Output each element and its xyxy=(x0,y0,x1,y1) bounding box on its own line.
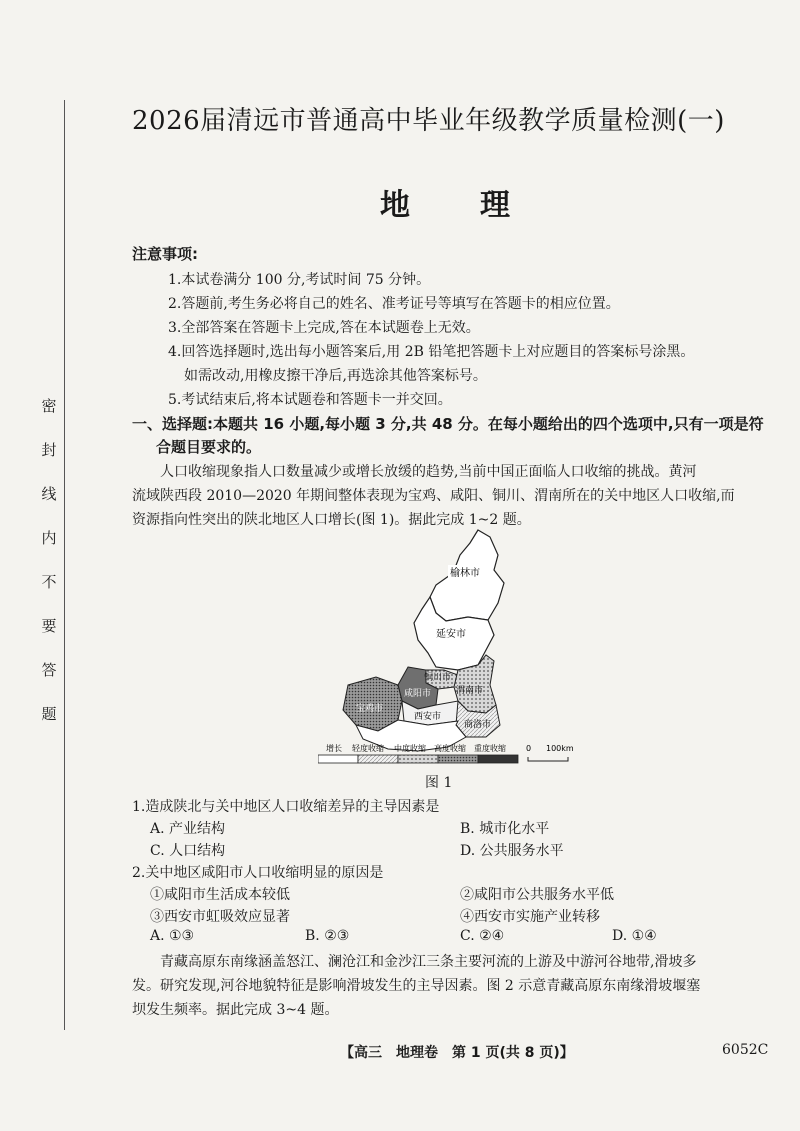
exam-title: 2026届清远市普通高中毕业年级教学质量检测(一) xyxy=(132,106,725,136)
q2-statement: ③西安市虹吸效应显著 xyxy=(150,909,290,925)
city-label-shangluo: 商洛市 xyxy=(464,720,492,730)
exam-code: 6052C xyxy=(722,1042,769,1058)
figure-1-map xyxy=(318,525,578,795)
margin-char: 内 xyxy=(41,529,57,547)
q2-statement: ①咸阳市生活成本较低 xyxy=(150,887,290,903)
q1-option-d: D. 公共服务水平 xyxy=(460,843,564,859)
legend-swatch-severe xyxy=(478,755,518,763)
q1-option-a: A. 产业结构 xyxy=(150,821,226,837)
margin-char: 要 xyxy=(41,617,57,635)
legend-label: 增长 xyxy=(326,744,342,753)
notice-item: 1.本试卷满分 100 分,考试时间 75 分钟。 xyxy=(168,272,431,288)
legend-swatch-light xyxy=(358,755,398,763)
notice-item: 4.回答选择题时,选出每小题答案后,用 2B 铅笔把答题卡上对应题目的答案标号涂黑。 xyxy=(168,344,695,360)
shaanxi-map-svg xyxy=(318,525,578,795)
notice-item: 2.答题前,考生务必将自己的姓名、准考证号等填写在答题卡的相应位置。 xyxy=(168,296,620,312)
legend-label: 重度收缩 xyxy=(474,744,506,753)
figure-caption: 图 1 xyxy=(425,775,453,791)
q2-statement: ④西安市实施产业转移 xyxy=(460,909,600,925)
q2-option-a: A. ①③ xyxy=(150,928,195,944)
question-2-stem: 2.关中地区咸阳市人口收缩明显的原因是 xyxy=(132,865,384,881)
q2-option-d: D. ①④ xyxy=(612,928,657,944)
q2-option-c: C. ②④ xyxy=(460,928,505,944)
passage-line: 流域陕西段 2010—2020 年期间整体表现为宝鸡、咸阳、铜川、渭南所在的关中地区人口收缩,而 xyxy=(132,488,735,504)
q2-option-b: B. ②③ xyxy=(305,928,350,944)
city-label-yanan: 延安市 xyxy=(436,629,466,640)
city-label-xianyang: 咸阳市 xyxy=(404,689,432,699)
q2-statement: ②咸阳市公共服务水平低 xyxy=(460,887,614,903)
legend-swatch-moderate xyxy=(398,755,438,763)
notice-item: 5.考试结束后,将本试题卷和答题卡一并交回。 xyxy=(168,392,452,408)
city-label-yulin: 榆林市 xyxy=(450,568,480,579)
passage-line: 人口收缩现象指人口数量减少或增长放缓的趋势,当前中国正面临人口收缩的挑战。黄河 xyxy=(160,464,697,480)
legend-label: 轻度收缩 xyxy=(352,744,384,753)
notice-list xyxy=(168,268,778,412)
map-legend xyxy=(318,743,518,763)
margin-char: 不 xyxy=(41,573,57,591)
binding-margin-text xyxy=(38,395,60,724)
scale-zero: 0 xyxy=(526,744,532,753)
margin-char: 题 xyxy=(41,705,57,723)
legend-label: 中度收缩 xyxy=(394,744,426,753)
margin-char: 答 xyxy=(41,661,57,679)
notice-item: 3.全部答案在答题卡上完成,答在本试题卷上无效。 xyxy=(168,320,480,336)
section-line: 一、选择题:本题共 16 小题,每小题 3 分,共 48 分。在每小题给出的四个选项中,只有一项是符 xyxy=(132,415,764,433)
notice-heading: 注意事项: xyxy=(132,245,198,263)
passage-line: 坝发生频率。据此完成 3~4 题。 xyxy=(132,1002,339,1018)
passage-line: 青藏高原东南缘涵盖怒江、澜沧江和金沙江三条主要河流的上游及中游河谷地带,滑坡多 xyxy=(160,954,697,970)
legend-swatch-growth xyxy=(318,755,358,763)
notice-item: 如需改动,用橡皮擦干净后,再选涂其他答案标号。 xyxy=(184,368,487,384)
q1-option-b: B. 城市化水平 xyxy=(460,821,550,837)
passage-line: 发。研究发现,河谷地貌特征是影响滑坡发生的主导因素。图 2 示意青藏高原东南缘滑坡堰塞 xyxy=(132,978,701,994)
city-label-tongchuan: 铜川市 xyxy=(424,673,452,683)
q1-option-c: C. 人口结构 xyxy=(150,843,226,859)
scale-distance: 100km xyxy=(546,744,574,753)
city-label-weinan: 渭南市 xyxy=(456,686,484,696)
city-label-xian: 西安市 xyxy=(414,712,442,722)
margin-char: 线 xyxy=(41,485,57,503)
passage-line: 资源指向性突出的陕北地区人口增长(图 1)。据此完成 1~2 题。 xyxy=(132,512,531,528)
legend-swatch-high xyxy=(438,755,478,763)
passage-2 xyxy=(132,950,772,1022)
question-1-stem: 1.造成陕北与关中地区人口收缩差异的主导因素是 xyxy=(132,799,440,815)
margin-char: 密 xyxy=(41,397,57,415)
section-heading xyxy=(132,413,772,459)
passage-1 xyxy=(132,460,772,532)
legend-label: 高度收缩 xyxy=(434,744,466,753)
page-footer: 【高三 地理卷 第 1 页(共 8 页)】 xyxy=(340,1045,574,1061)
margin-char: 封 xyxy=(41,441,57,459)
city-label-baoji: 宝鸡市 xyxy=(356,704,384,714)
binding-line xyxy=(64,100,65,1030)
subject-title: 地理 xyxy=(380,188,580,223)
scale-bar xyxy=(526,744,574,761)
section-line: 合题目要求的。 xyxy=(156,438,262,456)
